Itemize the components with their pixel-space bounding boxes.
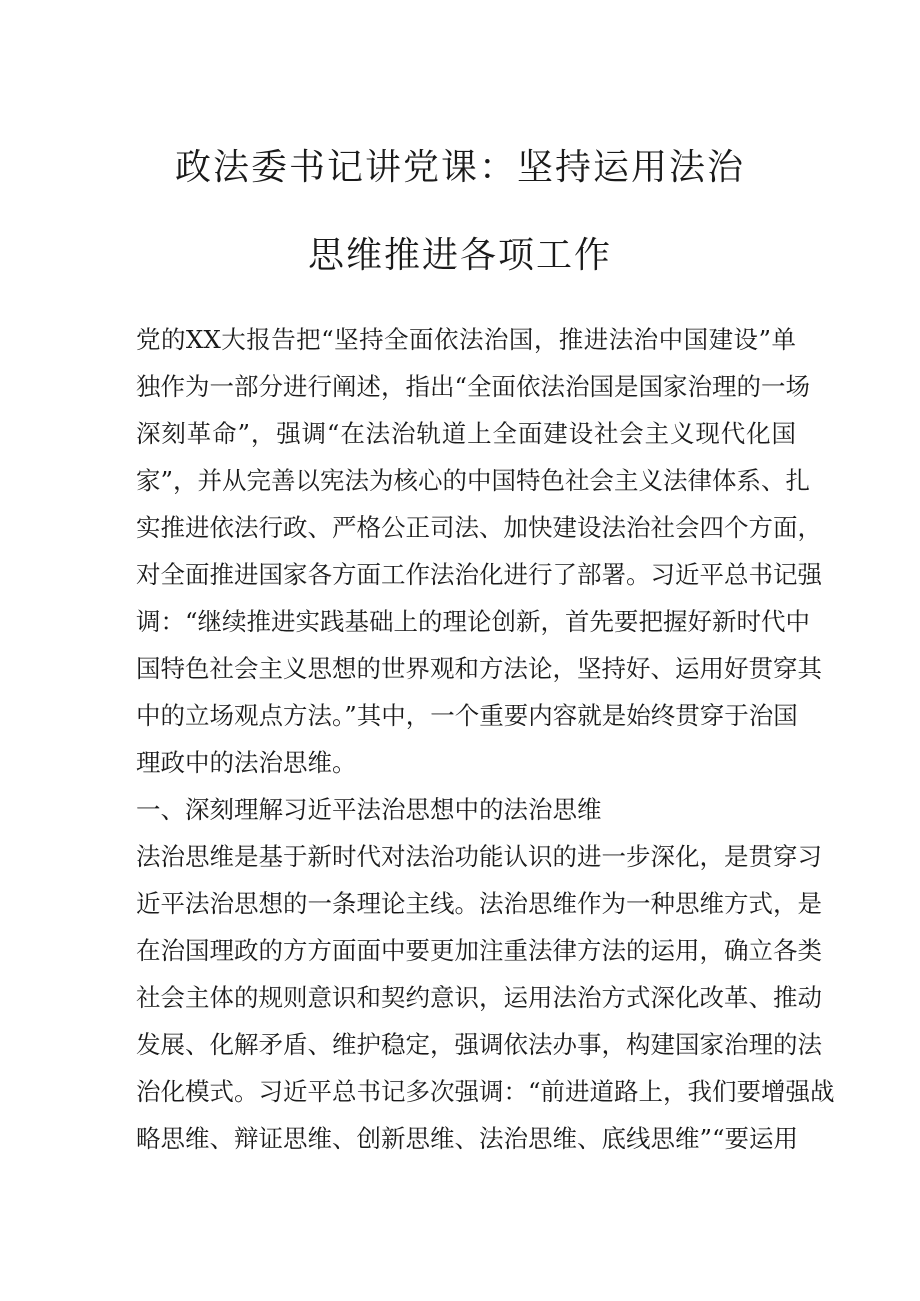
paragraph-1-line: 调：“继续推进实践基础上的理论创新，首先要把握好新时代中 [136, 607, 811, 636]
paragraph-2-line: 治化模式。习近平总书记多次强调：“前进道路上，我们要增强战 [136, 1077, 835, 1106]
paragraph-2-line: 略思维、辩证思维、创新思维、法治思维、底线思维”“要运用 [136, 1124, 799, 1153]
document-title-line-2: 思维推进各项工作 [307, 235, 612, 276]
paragraph-1-line: 国特色社会主义思想的世界观和方法论，坚持好、运用好贯穿其 [136, 654, 822, 683]
paragraph-1-line: 深刻革命”，强调“在法治轨道上全面建设社会主义现代化国 [136, 419, 796, 448]
section-1-heading: 一、深刻理解习近平法治思想中的法治思维 [136, 795, 602, 824]
document-title-line-1: 政法委书记讲党课：坚持运用法治 [174, 147, 745, 188]
paragraph-1-line: 理政中的法治思维。 [136, 748, 357, 777]
paragraph-1 [136, 316, 835, 1162]
paragraph-2-line: 在治国理政的方方面面中要更加注重法律方法的运用，确立各类 [136, 936, 822, 965]
paragraph-1-line: 独作为一部分进行阐述，指出“全面依法治国是国家治理的一场 [136, 372, 811, 401]
paragraph-2-line: 发展、化解矛盾、维护稳定，强调依法办事，构建国家治理的法 [136, 1030, 822, 1059]
paragraph-2-line: 社会主体的规则意识和契约意识，运用法治方式深化改革、推动 [136, 983, 822, 1012]
paragraph-2-line: 近平法治思想的一条理论主线。法治思维作为一种思维方式，是 [136, 889, 822, 918]
paragraph-1-line: 实推进依法行政、严格公正司法、加快建设法治社会四个方面， [136, 513, 822, 542]
paragraph-1-line: 中的立场观点方法。”其中，一个重要内容就是始终贯穿于治国 [136, 701, 798, 730]
paragraph-1-line: 党的XX大报告把“坚持全面依法治国，推进法治中国建设”单 [136, 325, 796, 354]
paragraph-2-line: 法治思维是基于新时代对法治功能认识的进一步深化，是贯穿习 [136, 842, 822, 871]
paragraph-1-line: 家”，并从完善以宪法为核心的中国特色社会主义法律体系、扎 [136, 466, 811, 495]
paragraph-1-line: 对全面推进国家各方面工作法治化进行了部署。习近平总书记强 [136, 560, 822, 589]
